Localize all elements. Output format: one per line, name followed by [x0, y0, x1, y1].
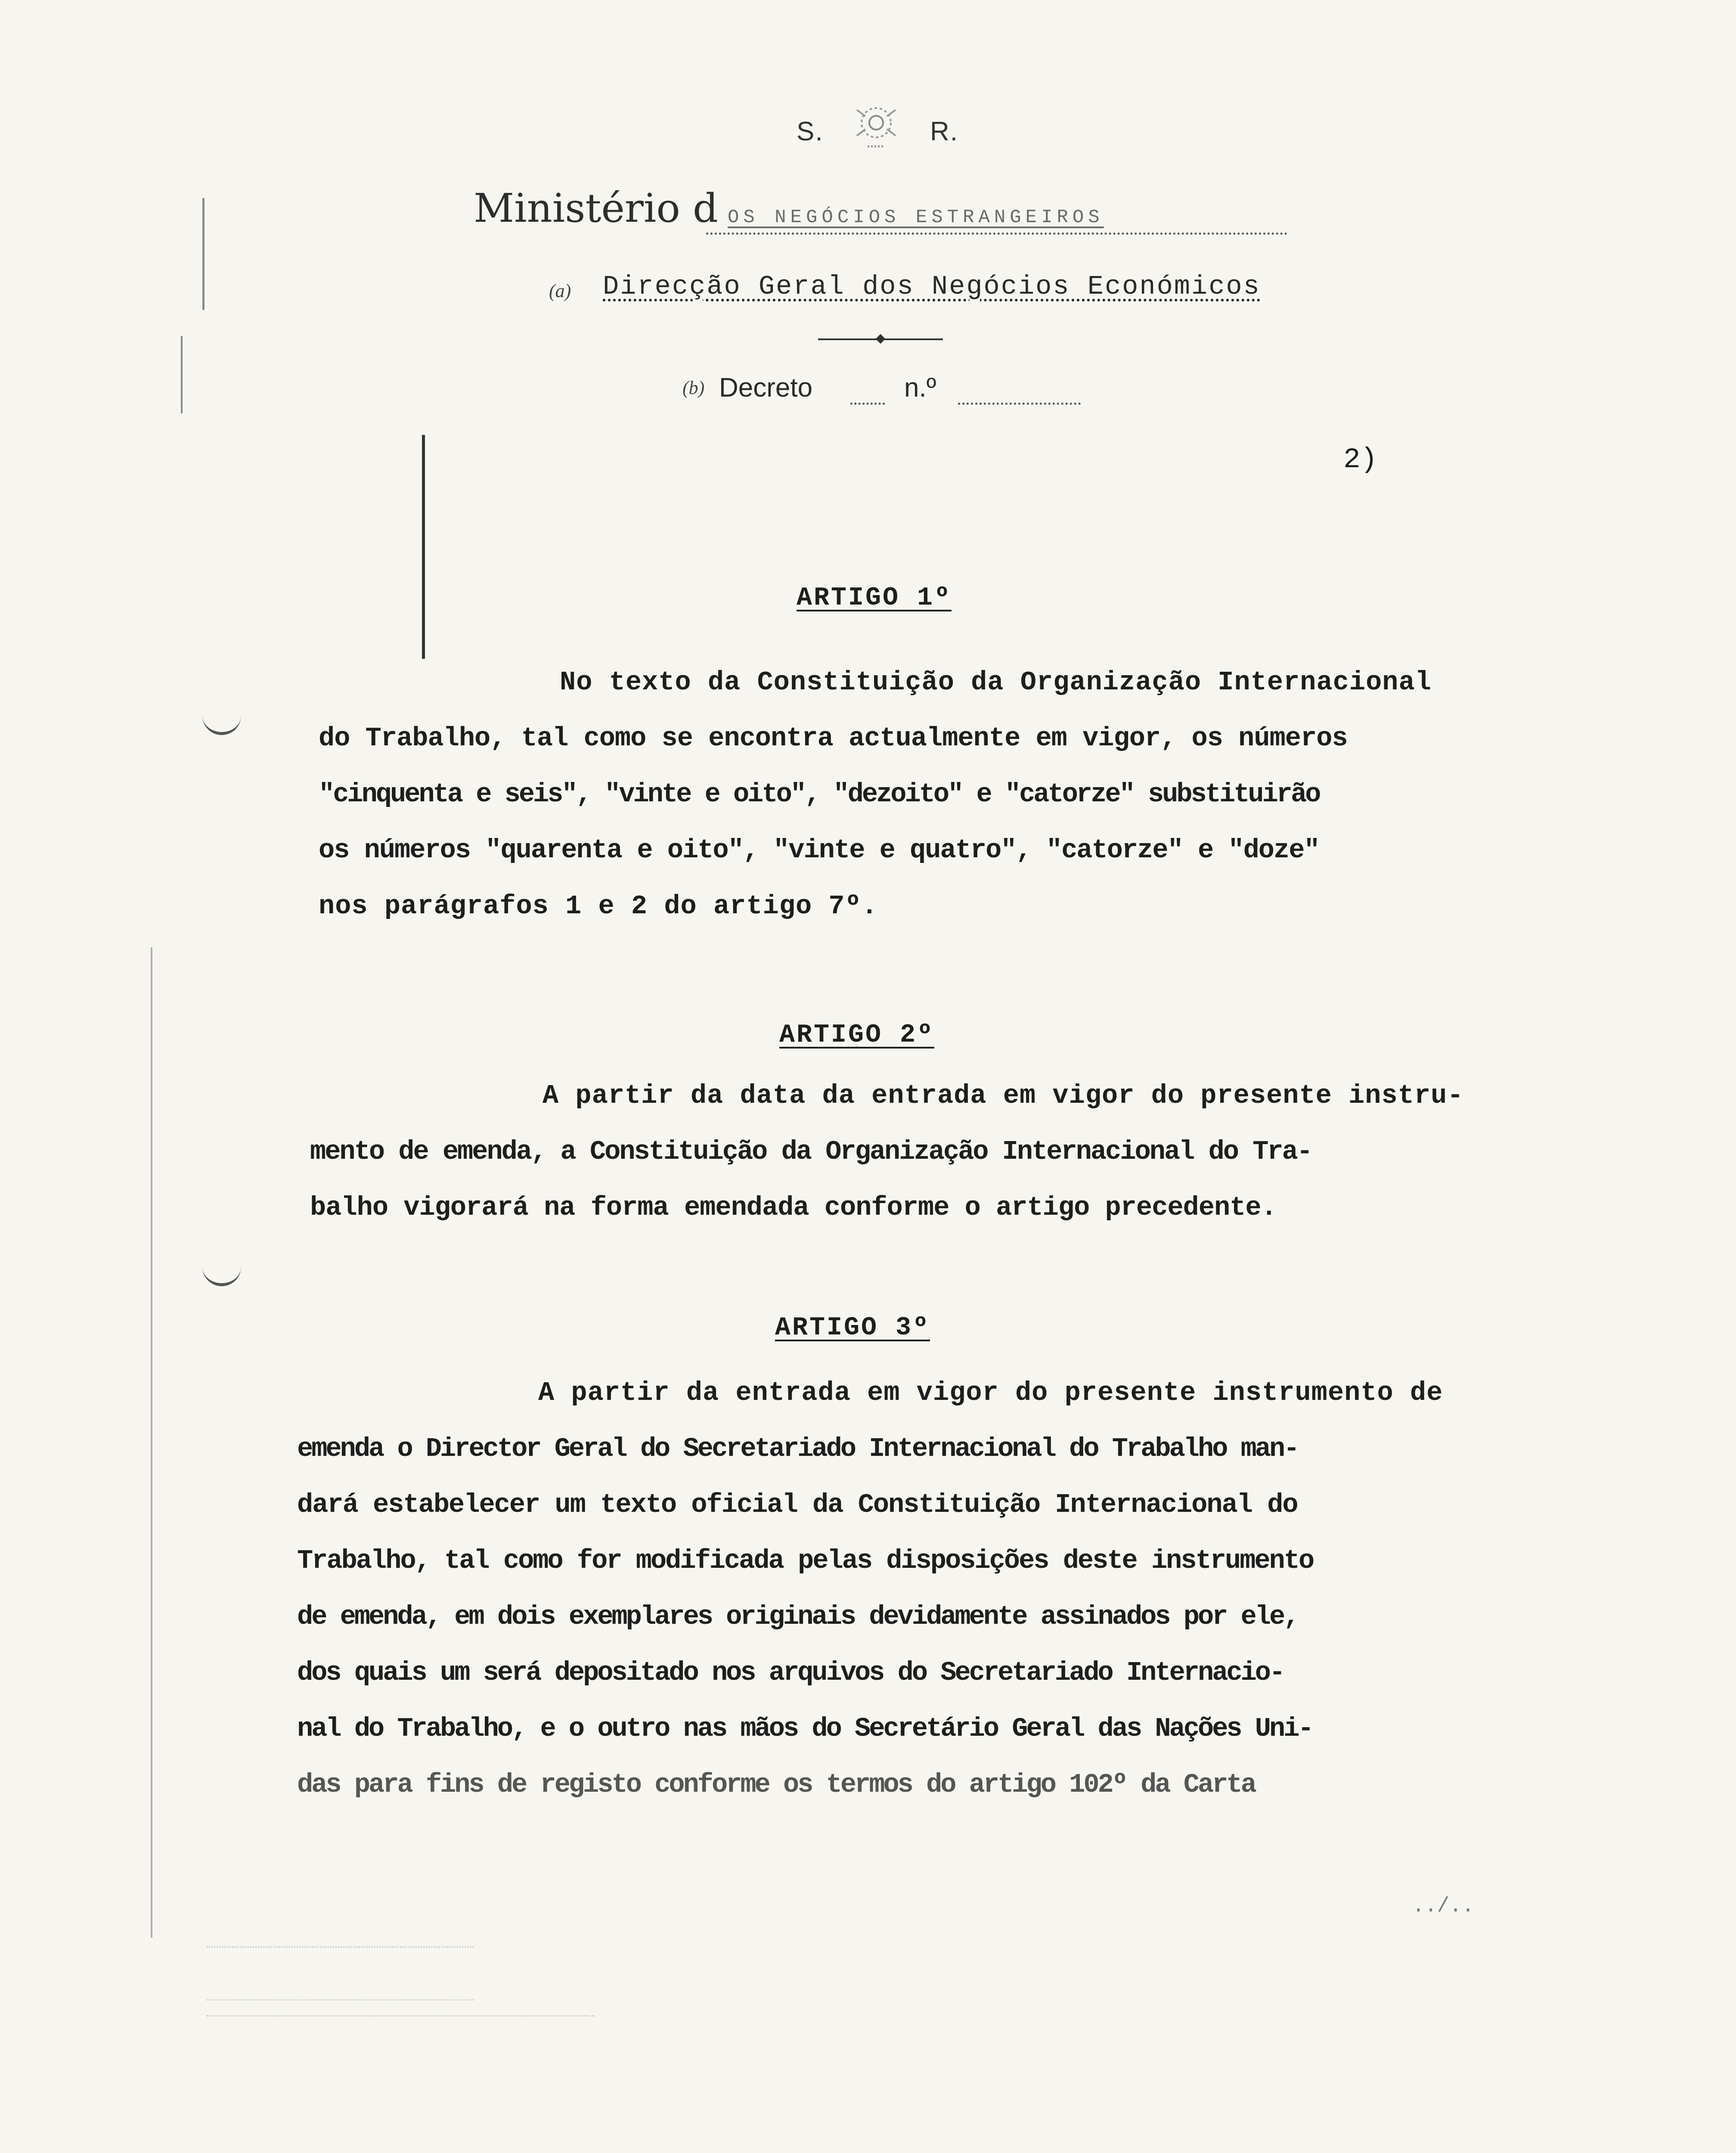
ministry-name: OS NEGÓCIOS ESTRANGEIROS: [728, 207, 1104, 228]
binding-curl-mark: [202, 713, 241, 735]
article-3-line: Trabalho, tal como for modificada pelas disposições deste instrumento: [297, 1545, 1314, 1576]
article-3-line: dos quais um será depositado nos arquivos do Secretariado Internacio-: [297, 1657, 1284, 1688]
sr-left: S.: [797, 117, 824, 146]
directorate-name: Direcção Geral dos Negócios Económicos: [603, 271, 1261, 302]
article-2-line: A partir da data da entrada em vigor do presente instru-: [542, 1080, 1464, 1111]
binding-curl-mark: [202, 1264, 241, 1286]
article-1-heading: ARTIGO 1º: [797, 583, 952, 613]
decree-number-blank: [958, 403, 1081, 405]
article-3-heading: ARTIGO 3º: [775, 1313, 930, 1343]
decree-blank: [850, 403, 885, 405]
article-1-text: [319, 655, 1432, 934]
margin-mark: [151, 947, 152, 1938]
directorate-prefix: (a): [549, 280, 571, 301]
article-3-line: dará estabelecer um texto oficial da Constituição Internacional do: [297, 1489, 1298, 1520]
article-3-line: de emenda, em dois exemplares originais devidamente assinados por ele,: [297, 1601, 1298, 1632]
page-number: 2): [1343, 444, 1378, 476]
decree-prefix: (b): [682, 377, 705, 398]
article-2-heading: ARTIGO 2º: [779, 1021, 935, 1050]
article-1-line: nos parágrafos 1 e 2 do artigo 7º.: [319, 891, 878, 921]
ministry-label: Ministério d: [474, 185, 718, 231]
margin-mark: [202, 198, 205, 310]
sr-right: R.: [930, 117, 958, 146]
continuation-mark: ../..: [1412, 1895, 1475, 1918]
article-3-line: nal do Trabalho, e o outro nas mãos do Secretário Geral das Nações Uni-: [297, 1713, 1312, 1744]
article-2-line: balho vigorará na forma emendada conforme o artigo precedente.: [310, 1192, 1277, 1223]
article-3-text: [297, 1365, 1443, 1813]
article-1-line: do Trabalho, tal como se encontra actualmente em vigor, os números: [319, 723, 1348, 754]
footer-faint-rule: [207, 2015, 594, 2016]
margin-mark: [181, 336, 183, 413]
article-3-line: A partir da entrada em vigor do presente instrumento de: [538, 1377, 1443, 1408]
ornamental-diamond: [876, 334, 886, 344]
footer-faint-marks: [207, 1946, 474, 2001]
article-3-line: das para fins de registo conforme os termos do artigo 102º da Carta: [297, 1769, 1255, 1800]
decree-number-label: n.º: [904, 373, 936, 403]
article-2-line: mento de emenda, a Constituição da Organização Internacional do Tra-: [310, 1136, 1312, 1167]
article-1-line: os números "quarenta e oito", "vinte e quatro", "catorze" e "doze": [319, 835, 1319, 866]
coat-of-arms-emblem: [844, 97, 908, 153]
article-1-line: No texto da Constituição da Organização Internacional: [560, 667, 1432, 698]
decree-label: Decreto: [719, 373, 813, 403]
ministry-dotted-line: [706, 233, 1287, 235]
article-1-line: "cinquenta e seis", "vinte e oito", "dezoito" e "catorze" substituirão: [319, 779, 1320, 810]
article-3-line: emenda o Director Geral do Secretariado Internacional do Trabalho man-: [297, 1433, 1298, 1464]
margin-mark: [422, 435, 425, 659]
article-2-text: [310, 1068, 1464, 1236]
